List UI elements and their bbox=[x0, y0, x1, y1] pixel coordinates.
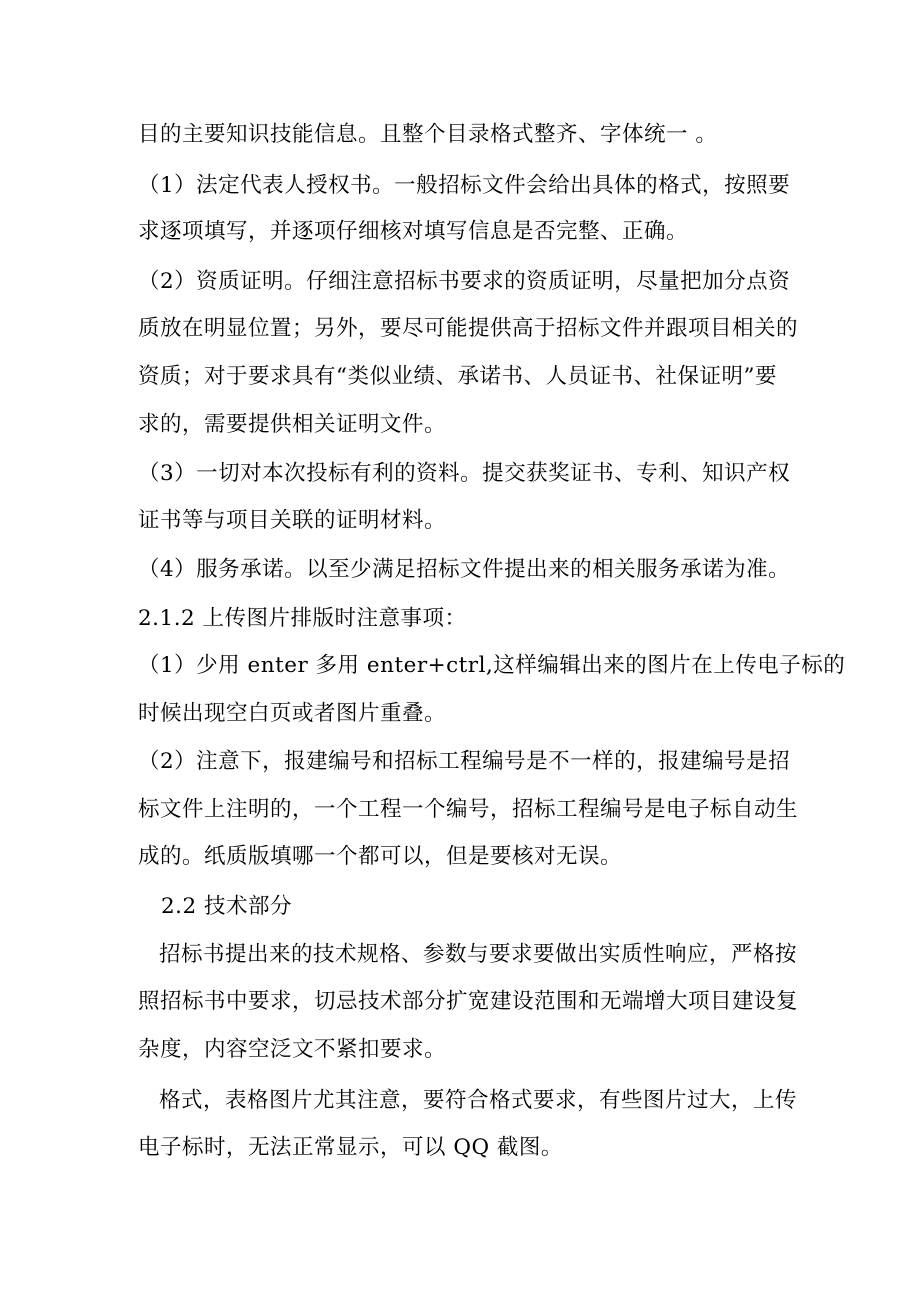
paragraph-line: 标文件上注明的，一个工程一个编号，招标工程编号是电子标自动生 bbox=[138, 797, 799, 822]
paragraph-line: 招标书提出来的技术规格、参数与要求要做出实质性响应，严格按 bbox=[159, 942, 798, 967]
section-heading: 2.2 技术部分 bbox=[161, 894, 293, 919]
paragraph-line: 杂度，内容空泛文不紧扣要求。 bbox=[138, 1037, 447, 1062]
paragraph-line: （4）服务承诺。以至少满足招标文件提出来的相关服务承诺为准。 bbox=[138, 557, 791, 582]
paragraph-line: （1）法定代表人授权书。一般招标文件会给出具体的格式，按照要 bbox=[138, 173, 791, 198]
paragraph-line: 证书等与项目关联的证明材料。 bbox=[138, 508, 447, 533]
paragraph-line: 求逐项填写，并逐项仔细核对填写信息是否完整、正确。 bbox=[138, 219, 689, 244]
paragraph-line: 质放在明显位置；另外，要尽可能提供高于招标文件并跟项目相关的 bbox=[138, 316, 799, 341]
paragraph-line: 时候出现空白页或者图片重叠。 bbox=[138, 701, 447, 726]
paragraph-line: （2）资质证明。仔细注意招标书要求的资质证明，尽量把加分点资 bbox=[138, 269, 791, 294]
paragraph-line: 成的。纸质版填哪一个都可以，但是要核对无误。 bbox=[138, 844, 623, 869]
paragraph-line: 目的主要知识技能信息。且整个目录格式整齐、字体统一 。 bbox=[138, 122, 718, 147]
paragraph-line: （3）一切对本次投标有利的资料。提交获奖证书、专利、知识产权 bbox=[138, 461, 791, 486]
paragraph-line: 照招标书中要求，切忌技术部分扩宽建设范围和无端增大项目建设复 bbox=[138, 989, 799, 1014]
paragraph-line: 资质；对于要求具有“类似业绩、承诺书、人员证书、社保证明”要 bbox=[138, 364, 777, 389]
paragraph-line: （1）少用 enter 多用 enter+ctrl,这样编辑出来的图片在上传电子标的 bbox=[138, 653, 846, 678]
paragraph-line: （2）注意下，报建编号和招标工程编号是不一样的，报建编号是招 bbox=[138, 749, 791, 774]
section-heading: 2.1.2 上传图片排版时注意事项： bbox=[138, 606, 467, 631]
paragraph-line: 求的，需要提供相关证明文件。 bbox=[138, 412, 447, 437]
paragraph-line: 格式，表格图片尤其注意，要符合格式要求，有些图片过大，上传 bbox=[159, 1088, 798, 1113]
paragraph-line: 电子标时，无法正常显示，可以 QQ 截图。 bbox=[138, 1135, 563, 1160]
